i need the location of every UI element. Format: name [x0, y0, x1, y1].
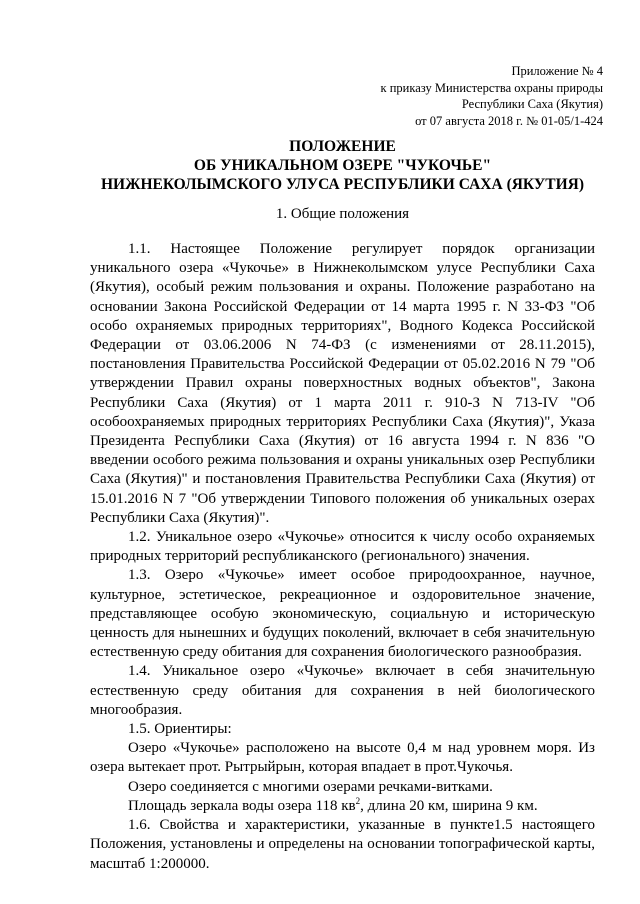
title-line-1: ПОЛОЖЕНИЕ: [289, 138, 396, 155]
section-heading: 1. Общие положения: [275, 206, 410, 222]
document-body: [90, 240, 595, 874]
paragraph-landmark-area: [90, 797, 595, 816]
paragraph-1-6: 1.6. Свойства и характеристики, указанные в пункте1.5 настоящего Положения, установлены и определены на основании топографической карты, масштаб 1:200000.: [90, 817, 595, 872]
area-superscript: 2: [355, 795, 361, 806]
title-line-3: НИЖНЕКОЛЫМСКОГО УЛУСА РЕСПУБЛИКИ САХА (ЯКУТИЯ): [101, 176, 584, 193]
paragraph-1-5: 1.5. Ориентиры:: [128, 721, 232, 738]
annex-line-order: к приказу Министерства охраны природы: [380, 80, 603, 95]
paragraph-1-4: 1.4. Уникальное озеро «Чукочье» включает в себя значительную естественную среду обитания для сохранения в ней биологического многообразия.: [90, 663, 595, 718]
annex-line-number: Приложение № 4: [511, 64, 603, 78]
paragraph-1-3: 1.3. Озеро «Чукочье» имеет особое природоохранное, научное, культурное, эстетическое, рекреационное и оздоровительное значение, представляющее особую экономическую, социальную и историческую ценность для нынешних и будущих поколений, включает в себя значительную естественную среду обитания для сохранения биологического разнообразия.: [90, 567, 595, 661]
paragraph-1-2: 1.2. Уникальное озеро «Чукочье» относится к числу особо охраняемых природных территорий республиканского (регионального) значения.: [90, 529, 595, 565]
paragraph-landmark-connection: Озеро соединяется с многими озерами речками-витками.: [128, 778, 493, 795]
document-title: [60, 137, 625, 194]
area-text: Площадь зеркала воды озера 118 кв: [128, 797, 356, 814]
paragraph-1-1: 1.1. Настоящее Положение регулирует порядок организации уникального озера «Чукочье» в Нижнеколымском улусе Республики Саха (Якутия), особый режим пользования и охраны. Положение разработано на основании Закона Российской Федерации от 14 марта 1995 г. N 33-ФЗ "Об особо охраняемых природных территориях", Водного Кодекса Российской Федерации от 03.06.2006 N 74-ФЗ (с изменениями от 28.11.2015), постановления Правительства Российской Федерации от 05.02.2016 N 79 "Об утверждении Правил охраны поверхностных водных объектов", Закона Республики Саха (Якутия) от 1 марта 2011 г. 910-З N 713-IV "Об особоохраняемых природных территориях Республики Саха (Якутия)", Указа Президента Республики Саха (Якутия) от 16 августа 1994 г. N 836 "О введении особого режима пользования и охраны уникальных озер Республики Саха (Якутия)" и постановления Правительства Республики Саха (Якутия) от 15.01.2016 N 7 "Об утверждении Типового положения об уникальных озерах Республики Саха (Якутия)".: [90, 241, 595, 526]
paragraph-landmark-location: Озеро «Чукочье» расположено на высоте 0,4 м над уровнем моря. Из озера вытекает прот. Рытрыйрын, которая впадает в прот.Чукочья.: [90, 740, 595, 776]
annex-line-date: от 07 августа 2018 г. № 01-05/1-424: [415, 113, 603, 128]
area-dimensions-text: , длина 20 км, ширина 9 км.: [360, 797, 538, 814]
annex-header: [381, 63, 603, 129]
annex-line-republic: Республики Саха (Якутия): [461, 97, 603, 111]
title-line-2: ОБ УНИКАЛЬНОМ ОЗЕРЕ "ЧУКОЧЬЕ": [193, 157, 492, 174]
